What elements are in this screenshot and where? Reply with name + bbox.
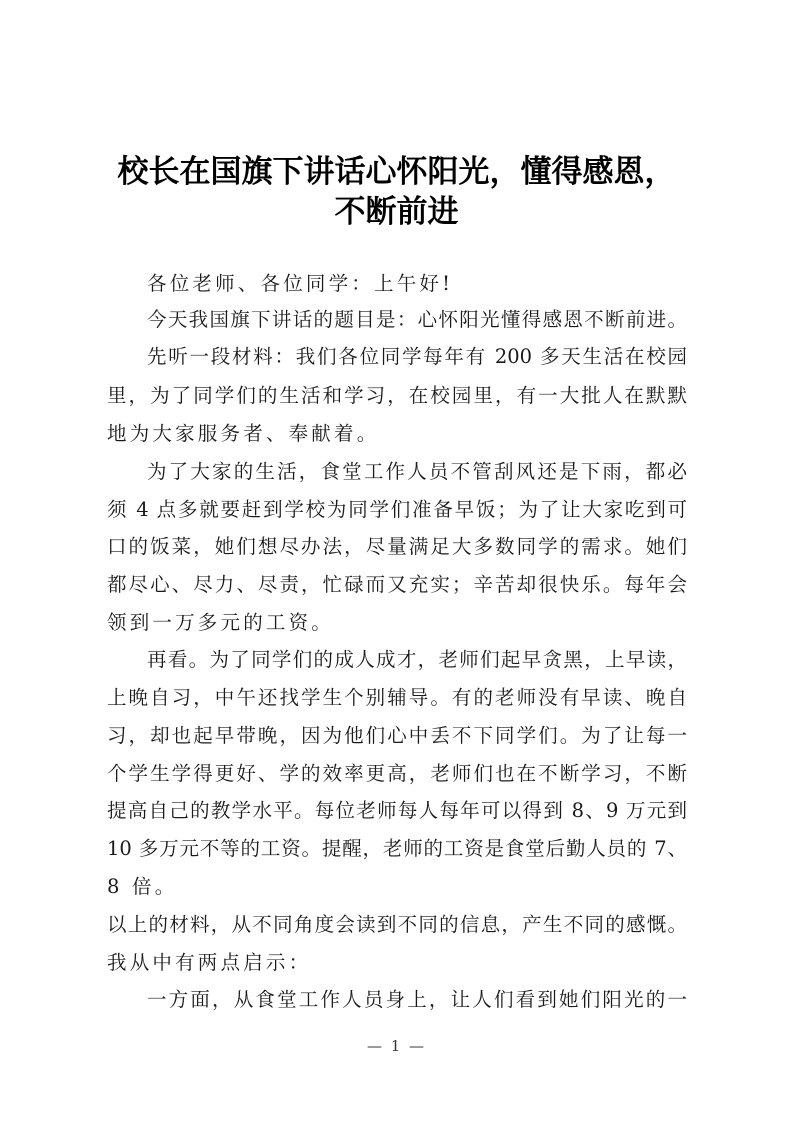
body-line: 各位老师、各位同学：上午好! xyxy=(147,272,454,295)
body-line: 上晚自习，中午还找学生个别辅导。有的老师没有早读、晚自 xyxy=(107,686,687,709)
body-line: 以上的材料，从不同角度会读到不同的信息，产生不同的感慨。 xyxy=(107,913,687,936)
body-line: 个学生学得更好、学的效率更高，老师们也在不断学习，不断 xyxy=(107,762,687,785)
page-number: — 1 — xyxy=(366,1037,427,1055)
body-line: 提高自己的教学水平。每位老师每人每年可以得到 8、9 万元到 xyxy=(107,799,687,822)
body-line: 今天我国旗下讲话的题目是：心怀阳光懂得感恩不断前进。 xyxy=(147,308,687,331)
body-line: 里，为了同学们的生活和学习，在校园里，有一大批人在默默 xyxy=(107,384,687,407)
body-line: 须 4 点多就要赶到学校为同学们准备早饭；为了让大家吃到可 xyxy=(107,498,687,521)
body-line: 我从中有两点启示： xyxy=(107,951,312,974)
body-line: 再看。为了同学们的成人成才，老师们起早贪黑，上早读， xyxy=(147,648,687,671)
body-line: 10 多万元不等的工资。提醒，老师的工资是食堂后勤人员的 7、 xyxy=(107,837,687,860)
body-line: 地为大家服务者、奉献着。 xyxy=(107,422,380,445)
body-line: 都尽心、尽力、尽责，忙碌而又充实；辛苦却很快乐。每年会 xyxy=(107,573,687,596)
body-line: 口的饭菜，她们想尽办法，尽量满足大多数同学的需求。她们 xyxy=(107,535,687,558)
document-title-line-1: 校长在国旗下讲话心怀阳光，懂得感恩， xyxy=(117,154,676,190)
body-line: 8 倍。 xyxy=(107,875,178,898)
body-line: 一方面，从食堂工作人员身上，让人们看到她们阳光的一 xyxy=(147,988,687,1011)
body-line: 领到一万多元的工资。 xyxy=(107,611,335,634)
body-line: 为了大家的生活，食堂工作人员不管刮风还是下雨，都必 xyxy=(147,460,687,483)
body-line: 先听一段材料：我们各位同学每年有 200 多天生活在校园 xyxy=(147,345,687,368)
body-line: 习，却也起早带晚，因为他们心中丢不下同学们。为了让每一 xyxy=(107,724,687,747)
document-title-line-2: 不断前进 xyxy=(334,194,459,230)
